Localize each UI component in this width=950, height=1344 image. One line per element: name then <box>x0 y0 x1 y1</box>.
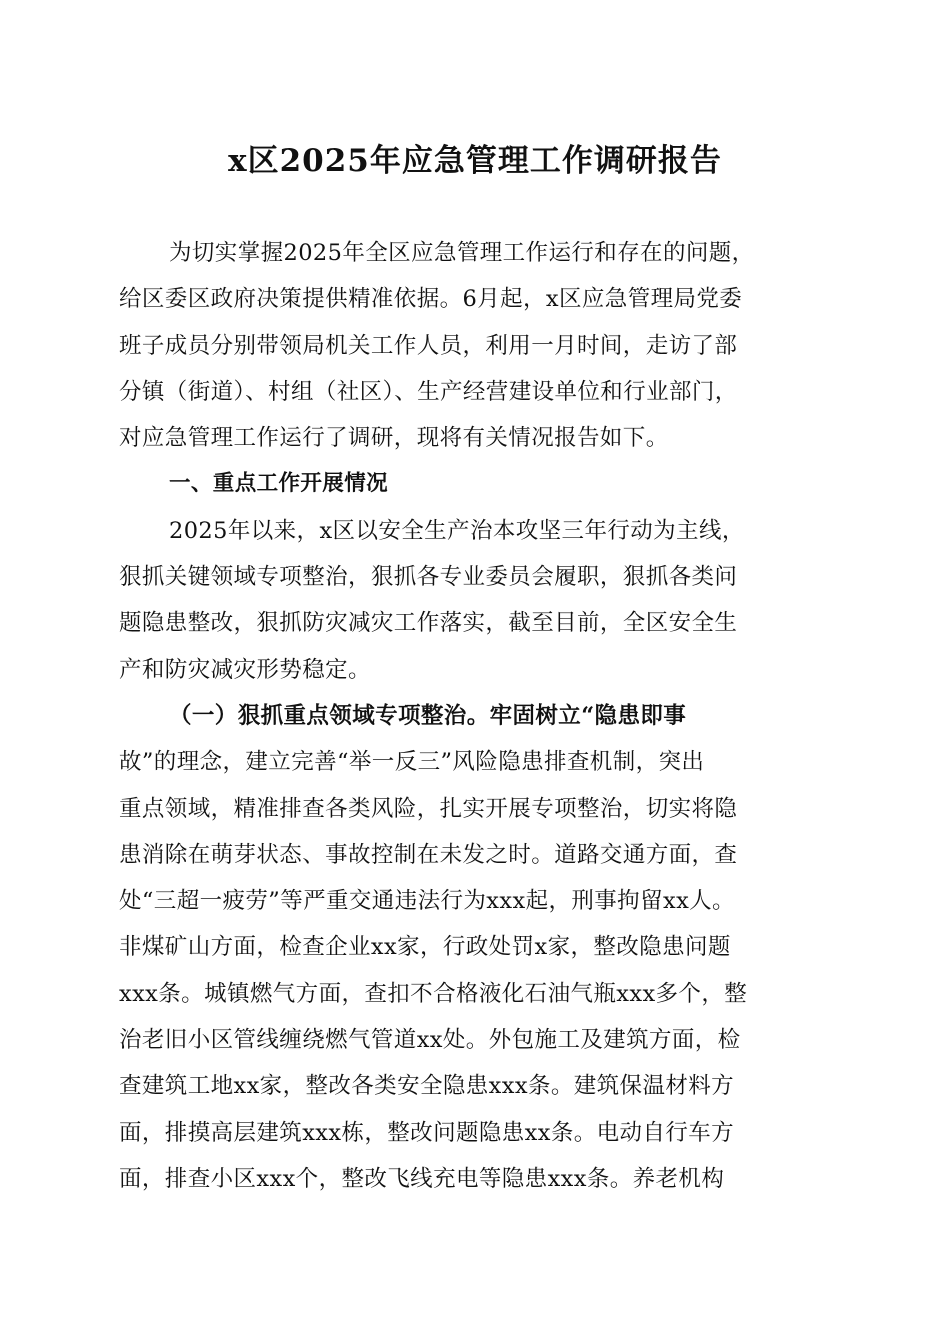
paragraph-line: 题隐患整改，狠抓防灾减灾工作落实，截至目前，全区安全生 <box>119 610 738 637</box>
paragraph-line: 产和防灾减灾形势稳定。 <box>119 656 371 683</box>
document-title: x区2025年应急管理工作调研报告 <box>228 143 722 179</box>
section-heading: 一、重点工作开展情况 <box>169 471 389 497</box>
paragraph-line: 面，排摸高层建筑xxx栋，整改问题隐患xx条。电动自行车方 <box>119 1119 735 1146</box>
paragraph-line: 2025年以来，x区以安全生产治本攻坚三年行动为主线， <box>169 517 745 544</box>
paragraph-line: 患消除在萌芽状态、事故控制在未发之时。道路交通方面，查 <box>119 841 738 868</box>
paragraph-line: 班子成员分别带领局机关工作人员，利用一月时间，走访了部 <box>119 332 738 359</box>
paragraph-line: 对应急管理工作运行了调研，现将有关情况报告如下。 <box>119 425 669 452</box>
document-body <box>119 230 839 1202</box>
paragraph-line: 处“三超一疲劳”等严重交通违法行为xxx起，刑事拘留xx人。 <box>119 888 735 915</box>
subsection-line: （一）狠抓重点领域专项整治。牢固树立“隐患即事 <box>169 702 687 729</box>
paragraph-line: 给区委区政府决策提供精准依据。6月起，x区应急管理局党委 <box>119 286 743 313</box>
paragraph-line: 重点领域，精准排查各类风险，扎实开展专项整治，切实将隐 <box>119 795 738 822</box>
paragraph-line: 为切实掌握2025年全区应急管理工作运行和存在的问题， <box>169 240 755 266</box>
paragraph-line: xxx条。城镇燃气方面，查扣不合格液化石油气瓶xxx多个，整 <box>119 980 748 1007</box>
paragraph-line: 查建筑工地xx家，整改各类安全隐患xxx条。建筑保温材料方 <box>119 1073 735 1100</box>
paragraph-line: 非煤矿山方面，检查企业xx家，行政处罚x家，整改隐患问题 <box>119 934 731 961</box>
paragraph-line: 分镇（街道）、村组（社区）、生产经营建设单位和行业部门， <box>119 378 738 405</box>
paragraph-line: 治老旧小区管线缠绕燃气管道xx处。外包施工及建筑方面，检 <box>119 1027 741 1054</box>
paragraph-line: 故”的理念，建立完善“举一反三”风险隐患排查机制，突出 <box>119 749 705 776</box>
paragraph-line: 狠抓关键领域专项整治，狠抓各专业委员会履职，狠抓各类问 <box>119 564 738 591</box>
paragraph-line: 面，排查小区xxx个，整改飞线充电等隐患xxx条。养老机构 <box>119 1165 725 1192</box>
